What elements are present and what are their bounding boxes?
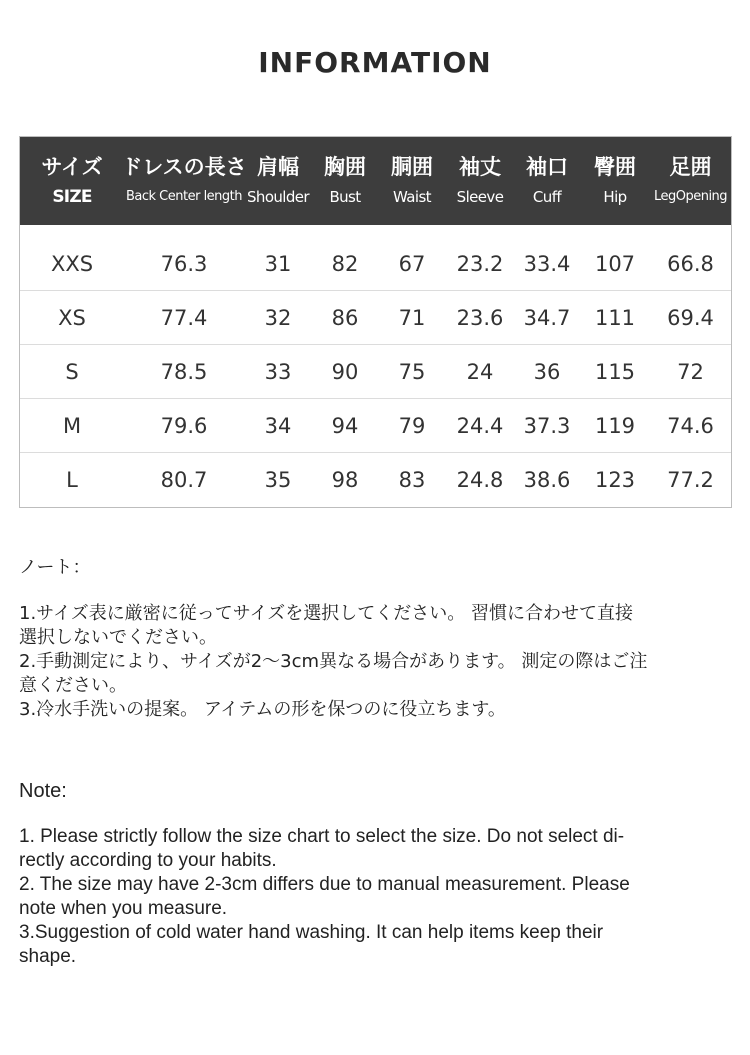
cell-bust: 98 (331, 468, 359, 492)
table-header (20, 137, 731, 225)
page-title: INFORMATION (258, 46, 492, 79)
header-shoulder (244, 137, 312, 225)
cell-hip: 111 (594, 305, 636, 330)
cell-leg-opening: 66.8 (667, 251, 714, 276)
header-size-en: SIZE (52, 187, 92, 207)
cell-waist: 67 (398, 251, 426, 276)
japanese-notes-heading: ノート： (19, 557, 91, 578)
header-length-jp: ドレスの長さ (121, 155, 247, 179)
english-note-line: shape. (19, 946, 77, 967)
cell-shoulder: 34 (264, 413, 292, 438)
japanese-note-line: 1.サイズ表に厳密に従ってサイズを選択してください。 習慣に合わせて直接 (19, 603, 634, 624)
header-hip-jp: 臀囲 (594, 155, 636, 179)
english-notes (19, 779, 731, 969)
cell-cuff: 33.4 (523, 251, 571, 276)
header-leg-opening-en: LegOpening (653, 189, 728, 204)
header-bust-en: Bust (329, 188, 361, 206)
cell-hip: 123 (594, 468, 636, 492)
header-leg-opening-jp: 足囲 (669, 155, 712, 179)
cell-shoulder: 31 (264, 251, 292, 276)
cell-waist: 75 (398, 359, 426, 384)
cell-leg-opening: 74.6 (667, 413, 714, 438)
header-cuff-jp: 袖口 (526, 155, 568, 179)
size-chart-table (19, 136, 732, 508)
header-waist-jp: 胴囲 (391, 155, 433, 179)
header-cuff (514, 137, 580, 225)
table-row (20, 345, 731, 399)
cell-bust: 82 (331, 251, 359, 276)
cell-shoulder: 35 (264, 468, 292, 492)
cell-bust: 94 (331, 413, 359, 438)
header-shoulder-en: Shoulder (247, 188, 309, 206)
cell-leg-opening: 72 (677, 359, 704, 384)
table-row (20, 453, 731, 507)
cell-length: 76.3 (160, 251, 208, 276)
header-length-en: Back Center length (125, 189, 243, 204)
header-bust-jp: 胸囲 (324, 155, 366, 179)
cell-sleeve: 23.2 (456, 251, 504, 276)
japanese-note-line: 意ください。 (19, 675, 127, 696)
english-note-line: note when you measure. (19, 898, 228, 919)
header-size (20, 137, 124, 225)
header-sleeve-en: Sleeve (456, 188, 504, 206)
cell-cuff: 34.7 (523, 305, 571, 330)
header-waist-en: Waist (393, 188, 431, 206)
cell-size: L (66, 468, 78, 492)
header-shoulder-jp: 肩幅 (257, 155, 299, 179)
cell-length: 78.5 (160, 359, 208, 384)
cell-waist: 79 (398, 413, 426, 438)
header-sleeve-jp: 袖丈 (459, 155, 501, 179)
cell-sleeve: 24 (466, 359, 494, 384)
cell-leg-opening: 69.4 (667, 305, 714, 330)
header-hip (580, 137, 650, 225)
header-leg-opening (650, 137, 731, 225)
header-size-jp: サイズ (41, 155, 103, 179)
cell-size: XXS (50, 251, 94, 276)
cell-size: M (62, 413, 82, 438)
japanese-notes (19, 556, 731, 722)
header-bust (312, 137, 378, 225)
english-note-line: 3.Suggestion of cold water hand washing. It can help items keep their (19, 922, 604, 943)
cell-waist: 71 (398, 305, 426, 330)
cell-hip: 107 (594, 251, 636, 276)
table-row (20, 237, 731, 291)
cell-waist: 83 (398, 468, 426, 492)
cell-cuff: 36 (533, 359, 561, 384)
table-row (20, 399, 731, 453)
cell-size: S (65, 359, 79, 384)
cell-bust: 90 (331, 359, 359, 384)
cell-length: 77.4 (160, 305, 208, 330)
english-note-line: 2. The size may have 2-3cm differs due to manual measurement. Please (19, 874, 630, 895)
cell-cuff: 37.3 (523, 413, 571, 438)
cell-shoulder: 32 (264, 305, 292, 330)
cell-cuff: 38.6 (523, 468, 571, 492)
japanese-note-line: 3.冷水手洗いの提案。 アイテムの形を保つのに役立ちます。 (19, 699, 506, 720)
table-row (20, 291, 731, 345)
cell-hip: 115 (594, 359, 636, 384)
english-notes-heading: Note: (19, 780, 67, 802)
header-sleeve (446, 137, 514, 225)
cell-sleeve: 23.6 (456, 305, 504, 330)
header-length (121, 137, 247, 225)
japanese-note-line: 2.手動測定により、サイズが2〜3cm異なる場合があります。 測定の際はご注 (19, 651, 648, 672)
header-cuff-en: Cuff (532, 188, 562, 206)
header-waist (378, 137, 446, 225)
cell-hip: 119 (594, 413, 636, 438)
cell-shoulder: 33 (264, 359, 292, 384)
header-hip-en: Hip (603, 188, 627, 206)
cell-length: 80.7 (160, 468, 208, 492)
table-body (20, 225, 731, 507)
english-note-line: 1. Please strictly follow the size chart to select the size. Do not select di- (19, 826, 625, 847)
cell-sleeve: 24.8 (456, 468, 504, 492)
cell-leg-opening: 77.2 (667, 468, 714, 492)
cell-size: XS (58, 305, 86, 330)
cell-sleeve: 24.4 (456, 413, 504, 438)
cell-bust: 86 (331, 305, 359, 330)
english-note-line: rectly according to your habits. (19, 850, 277, 871)
cell-length: 79.6 (160, 413, 208, 438)
japanese-note-line: 選択しないでください。 (19, 627, 217, 648)
